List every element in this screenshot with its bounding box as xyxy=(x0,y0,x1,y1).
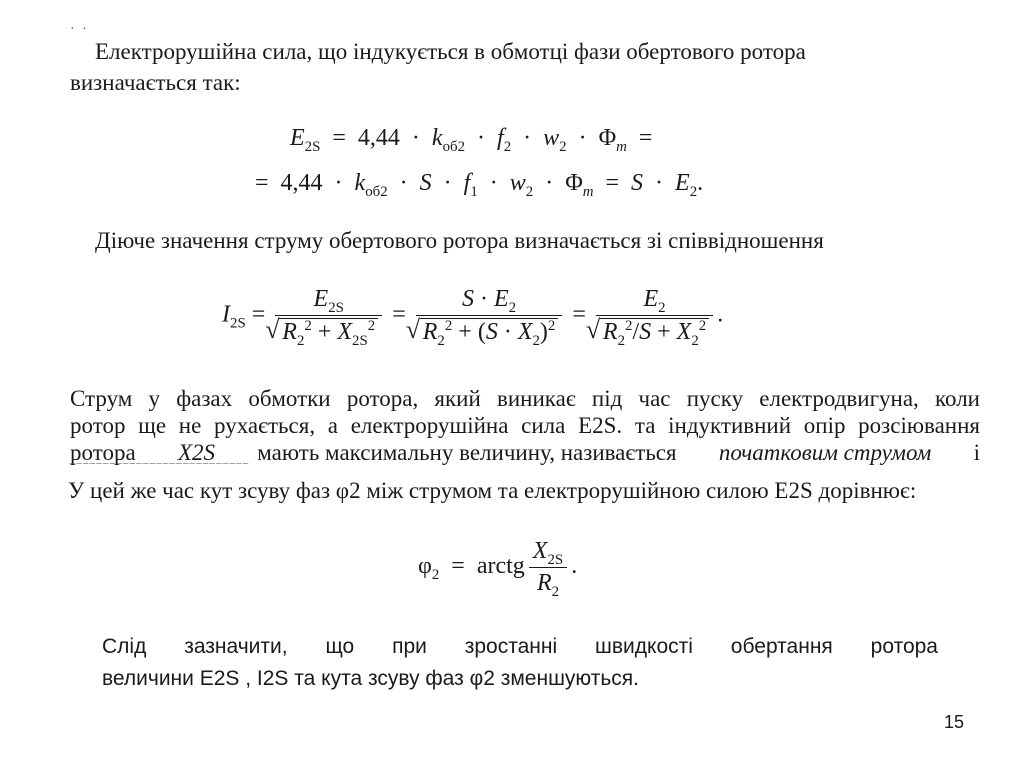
formula-phase-angle: $\varphi_2$ = arctg $\frac{X_{2S}}{R_2}$ . xyxy=(418,538,578,600)
scan-artifact-cut-line: ‾‾‾‾‾‾‾‾‾‾‾‾‾‾‾‾‾‾‾‾‾‾‾‾‾‾‾ xyxy=(70,463,250,478)
scan-artifact: · · xyxy=(70,22,89,37)
page-number: 15 xyxy=(944,712,965,732)
paragraph-emf-intro-line2: визначається так: xyxy=(70,70,241,95)
formula-current: $I_{2S}$ = $E_{2S}$ √ $R_2^2 + X_{2S}^2$ = $S \cdot E_2$ √ $R_2^2 + (S \cdot X_2)^2$ = $E_2$ √ $R_2^2/S + X_2^2$ . xyxy=(222,286,723,346)
note-line1: Слід зазначити, що при зростанні швидкості обертання ротора xyxy=(102,635,938,658)
paragraph-current-intro: Діюче значення струму обертового ротора визначається зі співвідношення xyxy=(95,228,824,253)
text-and: і xyxy=(973,440,980,465)
text-initial-current: початковим струмом xyxy=(718,440,932,465)
paragraph-start-current-line1: Струм у фазах обмотки ротора, який виникає під час пуску електродвигуна, коли xyxy=(70,386,980,411)
paragraph-phase-angle: У цей же час кут зсуву фаз φ2 між струмом та електрорушійною силою E2S дорівнює: xyxy=(68,478,917,503)
formula-emf-line1: $E_{2S} = 4,44 \cdot k_{об2} \cdot f_2 \cdot w_2 \cdot \Phi_m$ = xyxy=(290,125,653,155)
text-max-value: мають максимальну величину, називається xyxy=(257,440,677,465)
text-rotor: ротора xyxy=(70,440,136,465)
text-x2s: X2S xyxy=(177,440,215,465)
note-line2: величини E2S , I2S та кута зсуву фаз φ2 зменшуються. xyxy=(102,667,639,690)
formula-emf-line2: = $4,44 \cdot k_{об2} \cdot S \cdot f_1 \cdot w_2 \cdot \Phi_m = S \cdot E_2$. xyxy=(255,170,704,200)
paragraph-start-current-line2: ротор ще не рухається, а електрорушійна сила E2S. та індуктивний опір розсіювання xyxy=(70,413,980,438)
paragraph-emf-intro-line1: Електрорушійна сила, що індукується в обмотці фази обертового ротора xyxy=(95,39,806,64)
